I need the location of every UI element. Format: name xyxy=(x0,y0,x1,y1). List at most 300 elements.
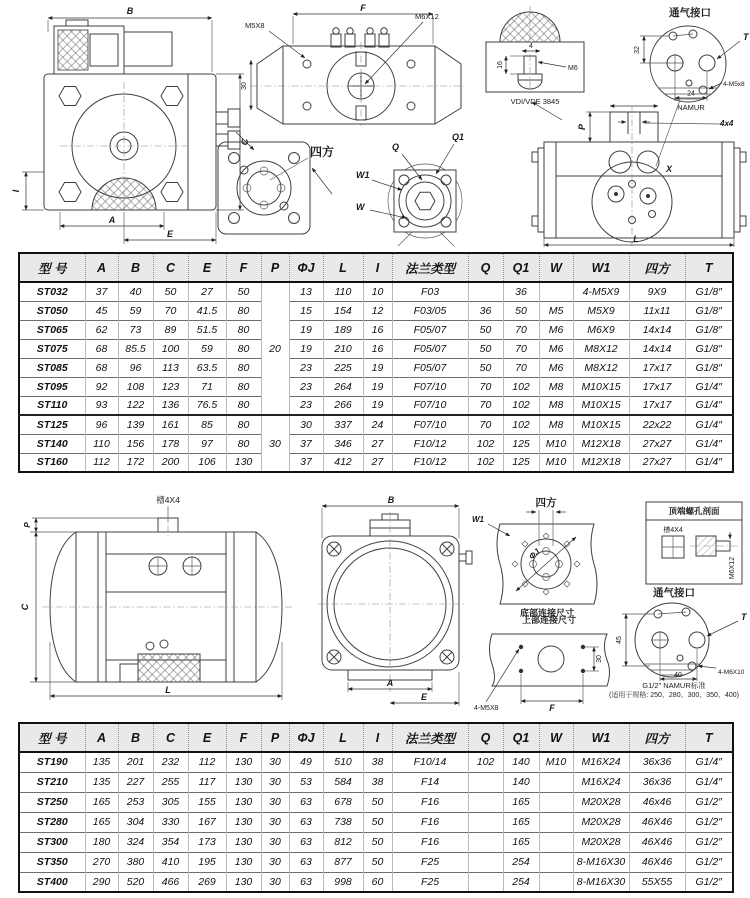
value-cell: 254 xyxy=(503,872,539,892)
dim-label-30: 30 xyxy=(241,82,248,90)
value-cell: 154 xyxy=(323,301,363,320)
value-cell: 305 xyxy=(153,792,188,812)
value-cell: G1/4″ xyxy=(685,415,733,434)
value-cell: 80 xyxy=(226,396,261,415)
bottom-connection-drawing xyxy=(468,496,626,618)
value-cell: 11x11 xyxy=(629,301,685,320)
value-cell: 156 xyxy=(118,434,153,453)
value-cell: M16X24 xyxy=(573,752,629,772)
dim-label-c2: C xyxy=(20,603,30,611)
value-cell: F07/10 xyxy=(392,396,468,415)
value-cell: 998 xyxy=(323,872,363,892)
top-connection-shapes xyxy=(486,634,610,704)
column-header: 四方 xyxy=(629,253,685,282)
column-header: P xyxy=(261,723,289,752)
model-cell: ST250 xyxy=(19,792,85,812)
value-cell: G1/2″ xyxy=(685,832,733,852)
value-cell: 466 xyxy=(153,872,188,892)
value-cell: 201 xyxy=(118,752,153,772)
value-cell: 180 xyxy=(85,832,118,852)
value-cell: 232 xyxy=(153,752,188,772)
value-cell: 37 xyxy=(289,453,323,472)
model-cell: ST032 xyxy=(19,282,85,301)
side-view-drawing xyxy=(528,98,750,248)
value-cell: M10X15 xyxy=(573,396,629,415)
value-cell: 50 xyxy=(363,792,392,812)
value-cell: M20X28 xyxy=(573,832,629,852)
table-row xyxy=(19,396,733,415)
value-cell: 510 xyxy=(323,752,363,772)
value-cell: M6 xyxy=(539,339,573,358)
value-cell: 15 xyxy=(289,301,323,320)
value-cell: 200 xyxy=(153,453,188,472)
value-cell: 130 xyxy=(226,872,261,892)
dim-label-f: F xyxy=(360,3,366,13)
value-cell: 167 xyxy=(188,812,226,832)
table-row xyxy=(19,301,733,320)
model-cell: ST210 xyxy=(19,772,85,792)
value-cell: 30 xyxy=(261,832,289,852)
label-m6x12-2: M6X12 xyxy=(729,556,736,580)
value-cell: 23 xyxy=(289,396,323,415)
model-cell: ST065 xyxy=(19,320,85,339)
value-cell: 50 xyxy=(468,339,503,358)
table-row xyxy=(19,772,733,792)
model-cell: ST140 xyxy=(19,434,85,453)
value-cell: 304 xyxy=(118,812,153,832)
table-row xyxy=(19,320,733,339)
value-cell: 27 xyxy=(363,434,392,453)
large-side-view-drawing xyxy=(8,492,310,710)
model-cell: ST350 xyxy=(19,852,85,872)
top-conn-title: 上部连接尺寸 xyxy=(521,615,577,625)
value-cell: M16X24 xyxy=(573,772,629,792)
value-cell: 30 xyxy=(261,792,289,812)
value-cell: G1/4″ xyxy=(685,396,733,415)
value-cell: 210 xyxy=(323,339,363,358)
value-cell: 225 xyxy=(323,358,363,377)
value-cell: 130 xyxy=(226,812,261,832)
value-cell: 59 xyxy=(118,301,153,320)
value-cell: 130 xyxy=(226,752,261,772)
table-row xyxy=(19,872,733,892)
value-cell: 80 xyxy=(226,301,261,320)
value-cell: 178 xyxy=(153,434,188,453)
value-cell: 125 xyxy=(503,434,539,453)
value-cell: 130 xyxy=(226,772,261,792)
label-x: X xyxy=(666,164,673,174)
column-header: P xyxy=(261,253,289,282)
air-port2-title: 通气接口 xyxy=(653,587,695,599)
value-cell: 45 xyxy=(85,301,118,320)
value-cell: 51.5 xyxy=(188,320,226,339)
column-header: F xyxy=(226,253,261,282)
value-cell: 24 xyxy=(363,415,392,434)
vdi-detail-drawing xyxy=(476,4,594,110)
value-cell: 140 xyxy=(503,772,539,792)
value-cell: 68 xyxy=(85,358,118,377)
value-cell: 22x22 xyxy=(629,415,685,434)
value-cell: G1/4″ xyxy=(685,453,733,472)
value-cell: 4-M5X9 xyxy=(573,282,629,301)
value-cell: 50 xyxy=(503,301,539,320)
value-cell: 63 xyxy=(289,832,323,852)
value-cell: 155 xyxy=(188,792,226,812)
value-cell: 290 xyxy=(85,872,118,892)
label-w: W xyxy=(356,202,365,212)
value-cell: 877 xyxy=(323,852,363,872)
value-cell: 92 xyxy=(85,377,118,396)
column-header: C xyxy=(153,723,188,752)
value-cell: M12X18 xyxy=(573,453,629,472)
dim-label-a: A xyxy=(108,215,116,225)
column-header: W xyxy=(539,723,573,752)
value-cell: M10 xyxy=(539,453,573,472)
label-m6: M6 xyxy=(568,65,578,72)
shaft-flange-drawing xyxy=(352,128,477,248)
value-cell: 70 xyxy=(153,301,188,320)
value-cell: 30 xyxy=(261,752,289,772)
value-cell: 30 xyxy=(261,872,289,892)
model-cell: ST160 xyxy=(19,453,85,472)
square-flange-drawing xyxy=(192,132,337,244)
model-cell: ST110 xyxy=(19,396,85,415)
value-cell: M8 xyxy=(539,396,573,415)
value-cell: 173 xyxy=(188,832,226,852)
column-header: C xyxy=(153,253,188,282)
label-keyway-4x4-2: 槽4X4 xyxy=(663,527,683,534)
value-cell: G1/2″ xyxy=(685,792,733,812)
label-w1: W1 xyxy=(356,170,370,180)
label-t: T xyxy=(743,32,749,42)
column-header: W1 xyxy=(573,723,629,752)
value-cell: M8X12 xyxy=(573,358,629,377)
column-header: 型 号 xyxy=(19,253,85,282)
value-cell: 102 xyxy=(468,453,503,472)
value-cell: 50 xyxy=(153,282,188,301)
value-cell: 46X46 xyxy=(629,832,685,852)
dim-label-p: P xyxy=(577,123,587,131)
value-cell: F05/07 xyxy=(392,339,468,358)
column-header: I xyxy=(363,253,392,282)
value-cell: 63 xyxy=(289,852,323,872)
value-cell: 14x14 xyxy=(629,320,685,339)
vdi-caption: VDI/VDE 3845 xyxy=(510,97,560,106)
column-header: 法兰类型 xyxy=(392,253,468,282)
value-cell xyxy=(468,772,503,792)
value-cell: 85 xyxy=(188,415,226,434)
value-cell: 70 xyxy=(503,339,539,358)
value-cell: 27 xyxy=(363,453,392,472)
value-cell: 19 xyxy=(363,377,392,396)
value-cell: 30 xyxy=(261,415,289,472)
table-row xyxy=(19,339,733,358)
value-cell: 8-M16X30 xyxy=(573,872,629,892)
model-cell: ST190 xyxy=(19,752,85,772)
value-cell: M6 xyxy=(539,358,573,377)
value-cell: 102 xyxy=(503,415,539,434)
value-cell: 227 xyxy=(118,772,153,792)
value-cell: M6 xyxy=(539,320,573,339)
label-sifang: 四方 xyxy=(310,145,335,159)
value-cell: G1/8″ xyxy=(685,320,733,339)
value-cell: 189 xyxy=(323,320,363,339)
model-cell: ST300 xyxy=(19,832,85,852)
column-header: Q xyxy=(468,253,503,282)
label-4m6x10: 4-M6X10 xyxy=(718,669,745,676)
value-cell: 410 xyxy=(153,852,188,872)
label-m5x8: M5X8 xyxy=(245,21,265,30)
value-cell: 63 xyxy=(289,872,323,892)
spec-table-large-models xyxy=(18,722,734,893)
value-cell: 59 xyxy=(188,339,226,358)
namur-standard-caption: G1/2″ NAMUR标准 xyxy=(642,681,706,690)
value-cell: 96 xyxy=(118,358,153,377)
model-cell: ST400 xyxy=(19,872,85,892)
value-cell: 172 xyxy=(118,453,153,472)
column-header: ΦJ xyxy=(289,723,323,752)
column-header: 四方 xyxy=(629,723,685,752)
dim-label-l2: L xyxy=(165,685,171,695)
value-cell: 30 xyxy=(289,415,323,434)
value-cell: G1/8″ xyxy=(685,358,733,377)
top-view-drawing xyxy=(243,2,475,128)
value-cell: 63 xyxy=(289,792,323,812)
column-header: B xyxy=(118,723,153,752)
model-cell: ST095 xyxy=(19,377,85,396)
value-cell: 346 xyxy=(323,434,363,453)
value-cell: F03/05 xyxy=(392,301,468,320)
value-cell: 110 xyxy=(323,282,363,301)
value-cell: 106 xyxy=(188,453,226,472)
value-cell: F14 xyxy=(392,772,468,792)
dim-label-45: 45 xyxy=(616,636,623,644)
column-header: T xyxy=(685,723,733,752)
value-cell xyxy=(539,812,573,832)
column-header: A xyxy=(85,253,118,282)
value-cell: 165 xyxy=(503,792,539,812)
value-cell: 102 xyxy=(468,752,503,772)
column-header: A xyxy=(85,723,118,752)
value-cell: 255 xyxy=(153,772,188,792)
value-cell: 19 xyxy=(289,320,323,339)
value-cell: 89 xyxy=(153,320,188,339)
value-cell: 266 xyxy=(323,396,363,415)
column-header: I xyxy=(363,723,392,752)
value-cell: 102 xyxy=(468,434,503,453)
value-cell: 330 xyxy=(153,812,188,832)
spec-table-small-models xyxy=(18,252,734,473)
value-cell: F05/07 xyxy=(392,320,468,339)
column-header: Q xyxy=(468,723,503,752)
value-cell xyxy=(468,812,503,832)
value-cell: 27x27 xyxy=(629,453,685,472)
value-cell: M20X28 xyxy=(573,792,629,812)
value-cell: 30 xyxy=(261,772,289,792)
dim-label-32: 32 xyxy=(634,46,641,54)
value-cell: M8 xyxy=(539,377,573,396)
value-cell: 41.5 xyxy=(188,301,226,320)
label-sifang2: 四方 xyxy=(535,497,557,509)
table-row xyxy=(19,812,733,832)
column-header: ΦJ xyxy=(289,253,323,282)
value-cell: G1/2″ xyxy=(685,812,733,832)
table-row xyxy=(19,752,733,772)
dim-label-24: 24 xyxy=(687,90,695,98)
value-cell: 49 xyxy=(289,752,323,772)
value-cell: M10X15 xyxy=(573,377,629,396)
column-header: L xyxy=(323,723,363,752)
value-cell: 70 xyxy=(503,358,539,377)
value-cell: 50 xyxy=(226,282,261,301)
value-cell: 73 xyxy=(118,320,153,339)
value-cell: M12X18 xyxy=(573,434,629,453)
value-cell: 50 xyxy=(363,812,392,832)
value-cell: 46x46 xyxy=(629,792,685,812)
value-cell xyxy=(539,852,573,872)
label-t2: T xyxy=(741,612,747,622)
namur-caption: NAMUR xyxy=(677,103,705,112)
value-cell: 123 xyxy=(153,377,188,396)
value-cell: 17x17 xyxy=(629,396,685,415)
dim-label-e: E xyxy=(166,229,174,239)
value-cell: M10 xyxy=(539,752,573,772)
dim-label-a2: A xyxy=(386,678,394,688)
value-cell: G1/8″ xyxy=(685,339,733,358)
dim-label-40: 40 xyxy=(674,672,682,679)
value-cell: 70 xyxy=(503,320,539,339)
table-row xyxy=(19,852,733,872)
value-cell: 270 xyxy=(85,852,118,872)
table-row xyxy=(19,415,733,434)
value-cell: 30 xyxy=(261,852,289,872)
dim-label-b: B xyxy=(126,6,134,16)
value-cell: 62 xyxy=(85,320,118,339)
namur-sizes-caption: (适用于规格: 250、280、300、350、400) xyxy=(609,692,739,699)
value-cell: G1/4″ xyxy=(685,752,733,772)
value-cell: 30 xyxy=(261,812,289,832)
table-row xyxy=(19,377,733,396)
column-header: 法兰类型 xyxy=(392,723,468,752)
value-cell: 354 xyxy=(153,832,188,852)
front-view2-shapes xyxy=(318,506,472,706)
front-view2-drawing xyxy=(306,492,474,710)
table-row xyxy=(19,434,733,453)
bottom-conn-caption: 底部连接尺寸 xyxy=(519,608,575,618)
bottom-connection-shapes xyxy=(488,510,597,604)
value-cell: 38 xyxy=(363,772,392,792)
value-cell: 102 xyxy=(503,377,539,396)
dim-label-l: L xyxy=(633,234,639,244)
value-cell: 14x14 xyxy=(629,339,685,358)
value-cell: 63.5 xyxy=(188,358,226,377)
value-cell: 20 xyxy=(261,282,289,415)
value-cell: M8X12 xyxy=(573,339,629,358)
label-m6x12: M6X12 xyxy=(415,12,439,21)
value-cell: 12 xyxy=(363,301,392,320)
value-cell: 102 xyxy=(503,396,539,415)
value-cell xyxy=(468,282,503,301)
value-cell: F10/12 xyxy=(392,434,468,453)
label-4m5x8-2: 4-M5X8 xyxy=(474,705,499,712)
table-row xyxy=(19,453,733,472)
value-cell: F10/12 xyxy=(392,453,468,472)
dim-label-4x4: 4x4 xyxy=(720,119,734,128)
value-cell: 50 xyxy=(363,832,392,852)
model-cell: ST075 xyxy=(19,339,85,358)
value-cell: 122 xyxy=(118,396,153,415)
value-cell: 70 xyxy=(468,415,503,434)
value-cell: 17x17 xyxy=(629,377,685,396)
value-cell: G1/2″ xyxy=(685,852,733,872)
value-cell: 269 xyxy=(188,872,226,892)
value-cell: 53 xyxy=(289,772,323,792)
value-cell: 17x17 xyxy=(629,358,685,377)
table-row xyxy=(19,792,733,812)
value-cell: 80 xyxy=(226,377,261,396)
value-cell: 60 xyxy=(363,872,392,892)
value-cell: 80 xyxy=(226,415,261,434)
model-cell: ST050 xyxy=(19,301,85,320)
model-cell: ST125 xyxy=(19,415,85,434)
value-cell: 36x36 xyxy=(629,752,685,772)
value-cell: 380 xyxy=(118,852,153,872)
value-cell: 85.5 xyxy=(118,339,153,358)
column-header: Q1 xyxy=(503,723,539,752)
value-cell: M5X9 xyxy=(573,301,629,320)
value-cell: F03 xyxy=(392,282,468,301)
value-cell xyxy=(539,792,573,812)
value-cell: M5 xyxy=(539,301,573,320)
column-header: 型 号 xyxy=(19,723,85,752)
value-cell xyxy=(468,832,503,852)
value-cell: 36 xyxy=(503,282,539,301)
dim-label-c: C xyxy=(240,138,250,146)
value-cell: 19 xyxy=(363,396,392,415)
top-screw-section-drawing xyxy=(632,498,748,588)
header-row xyxy=(19,723,733,752)
value-cell: 195 xyxy=(188,852,226,872)
value-cell: M10X15 xyxy=(573,415,629,434)
value-cell: 584 xyxy=(323,772,363,792)
value-cell xyxy=(539,282,573,301)
value-cell: 117 xyxy=(188,772,226,792)
label-keyway-4x4: 槽4X4 xyxy=(156,495,180,505)
value-cell: 38 xyxy=(363,752,392,772)
dim-label-e2: E xyxy=(420,692,428,702)
value-cell: 70 xyxy=(468,377,503,396)
value-cell: F07/10 xyxy=(392,415,468,434)
value-cell: 112 xyxy=(188,752,226,772)
label-q1: Q1 xyxy=(452,132,465,142)
label-q: Q xyxy=(392,142,400,152)
value-cell: 16 xyxy=(363,320,392,339)
value-cell: 80 xyxy=(226,434,261,453)
value-cell: 161 xyxy=(153,415,188,434)
vdi-detail-shapes xyxy=(486,6,584,92)
value-cell: 10 xyxy=(363,282,392,301)
label-w1-2: W1 xyxy=(472,515,484,524)
dim-label-4: 4 xyxy=(529,43,533,50)
value-cell: 80 xyxy=(226,339,261,358)
value-cell: 135 xyxy=(85,752,118,772)
value-cell: 55X55 xyxy=(629,872,685,892)
value-cell xyxy=(468,852,503,872)
value-cell: 130 xyxy=(226,792,261,812)
value-cell: 37 xyxy=(289,434,323,453)
value-cell: G1/4″ xyxy=(685,377,733,396)
column-header: L xyxy=(323,253,363,282)
